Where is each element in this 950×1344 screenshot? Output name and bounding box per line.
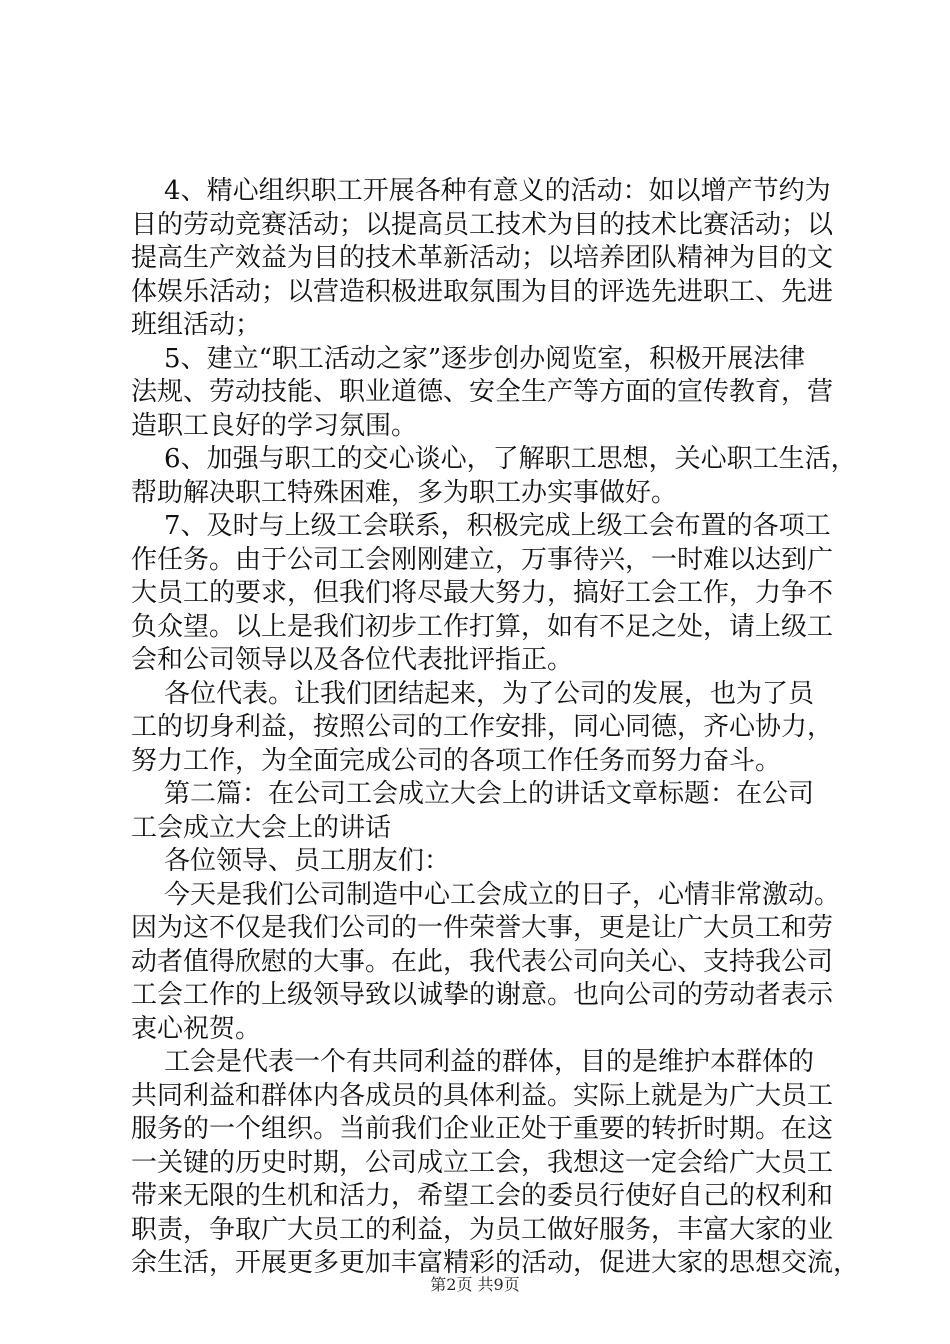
text-line: 7、及时与上级工会联系，积极完成上级工会布置的各项工: [131, 511, 831, 541]
text-line: 衷心祝贺。: [131, 1013, 262, 1044]
text-line: 工会工作的上级领导致以诚挚的谢意。也向公司的劳动者表示: [131, 980, 834, 1010]
text-line: 带来无限的生机和活力，希望工会的委员行使好自己的权利和: [131, 1181, 834, 1211]
text-line: 工会成立大会上的讲话: [131, 812, 392, 843]
text-line: 职责，争取广大员工的利益，为员工做好服务，丰富大家的业: [131, 1214, 834, 1245]
text-line: 提高生产效益为目的技术革新活动；以培养团队精神为目的文: [131, 243, 834, 273]
text-line: 作任务。由于公司工会刚刚建立，万事待兴，一时难以达到广: [131, 544, 834, 575]
text-line: 各位代表。让我们团结起来，为了公司的发展，也为了员: [131, 678, 815, 709]
text-line: 负众望。以上是我们初步工作打算，如有不足之处，请上级工: [131, 611, 834, 642]
text-line: 因为这不仅是我们公司的一件荣誉大事，更是让广大员工和劳: [131, 913, 834, 943]
text-line: 第二篇：在公司工会成立大会上的讲话文章标题：在公司: [131, 779, 815, 809]
text-line: 6、加强与职工的交心谈心，了解职工思想，关心职工生活，: [131, 444, 857, 474]
text-line: 共同利益和群体内各成员的具体利益。实际上就是为广大员工: [131, 1080, 834, 1111]
text-line: 会和公司领导以及各位代表批评指正。: [131, 645, 574, 675]
text-line: 目的劳动竞赛活动；以提高员工技术为目的技术比赛活动；以: [131, 209, 834, 240]
text-line: 今天是我们公司制造中心工会成立的日子，心情非常激动。: [131, 879, 841, 910]
text-line: 余生活，开展更多更加丰富精彩的活动，促进大家的思想交流，: [131, 1248, 860, 1278]
text-line: 体娱乐活动；以营造积极进取氛围为目的评选先进职工、先进: [131, 276, 834, 307]
text-line: 一关键的历史时期，公司成立工会，我想这一定会给广大员工: [131, 1147, 834, 1178]
text-line: 帮助解决职工特殊困难，多为职工办实事做好。: [131, 477, 678, 508]
text-line: 5、建立“职工活动之家”逐步创办阅览室，积极开展法律: [131, 343, 806, 374]
text-line: 服务的一个组织。当前我们企业正处于重要的转折时期。在这: [131, 1114, 834, 1144]
page-footer: 第2页 共9页: [430, 1275, 520, 1294]
text-line: 班组活动；: [131, 310, 262, 340]
document-body: [131, 175, 860, 1281]
text-line: 努力工作，为全面完成公司的各项工作任务而努力奋斗。: [131, 745, 782, 776]
text-line: 各位领导、员工朋友们：: [131, 846, 451, 876]
text-line: 法规、劳动技能、职业道德、安全生产等方面的宣传教育，营: [131, 377, 834, 407]
text-line: 工会是代表一个有共同利益的群体，目的是维护本群体的: [131, 1047, 815, 1077]
text-line: 动者值得欣慰的大事。在此，我代表公司向关心、支持我公司: [131, 946, 834, 977]
text-line: 大员工的要求，但我们将尽最大努力，搞好工会工作，力争不: [131, 578, 834, 608]
text-line: 工的切身利益，按照公司的工作安排，同心同德，齐心协力，: [131, 712, 834, 742]
text-line: 造职工良好的学习氛围。: [131, 410, 418, 441]
text-line: 4、精心组织职工开展各种有意义的活动：如以增产节约为: [131, 176, 831, 206]
